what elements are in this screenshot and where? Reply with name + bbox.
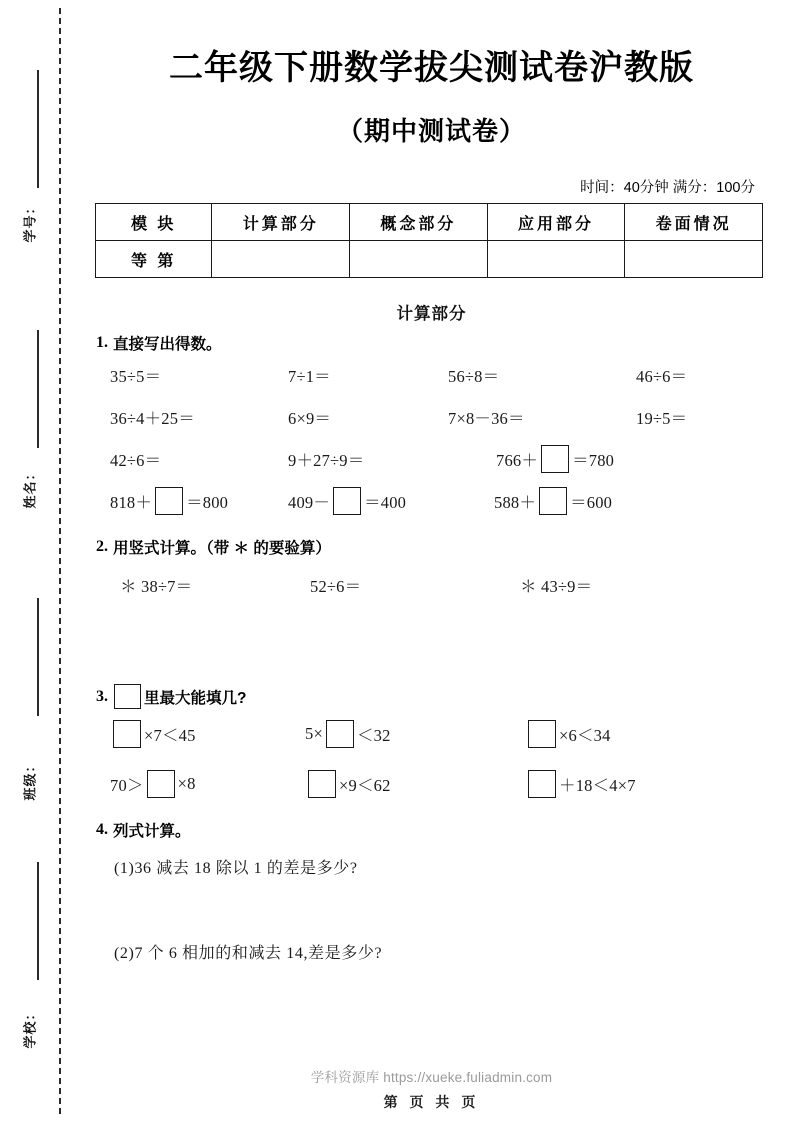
expression[interactable]: 52÷6＝ <box>310 577 362 596</box>
dashed-fold-line <box>59 8 61 1114</box>
expression-with-blank[interactable] <box>494 487 612 515</box>
inequality-with-blank[interactable] <box>305 720 525 748</box>
operand-left: 818＋ <box>110 493 153 512</box>
inequality-with-blank[interactable] <box>525 720 611 748</box>
operand-left: 588＋ <box>494 493 537 512</box>
problem-3-row-1 <box>96 709 763 759</box>
problem-2 <box>70 522 793 666</box>
problem-3-number: 3. <box>96 687 108 705</box>
section-heading-calculation: 计算部分 <box>396 305 467 323</box>
problem-1-heading <box>96 332 763 354</box>
expression[interactable]: 9＋27÷9＝ <box>288 451 365 470</box>
page-title: 二年级下册数学拔尖测试卷沪教版 <box>169 49 694 87</box>
operand-right: ×9＜62 <box>339 776 391 795</box>
expression[interactable]: 56÷8＝ <box>448 367 500 386</box>
operand-right: ×6＜34 <box>559 726 611 745</box>
score-cell-calculation[interactable] <box>212 241 350 278</box>
score-table-header-presentation: 卷面情况 <box>625 204 763 241</box>
operand-right: ＝800 <box>186 493 229 512</box>
score-table-header-application: 应用部分 <box>487 204 625 241</box>
problem-3-row-2 <box>96 759 763 809</box>
table-row <box>96 241 763 278</box>
exam-page <box>70 0 793 1122</box>
problem-2-title: 用竖式计算。（带 ＊ 的要验算） <box>113 540 331 557</box>
expression-with-blank[interactable] <box>496 445 614 473</box>
problem-1 <box>70 332 793 522</box>
expression[interactable]: 42÷6＝ <box>110 451 162 470</box>
answer-blank-box[interactable] <box>528 720 556 748</box>
inequality-with-blank[interactable] <box>525 770 636 798</box>
operand-left: 70＞ <box>110 776 144 795</box>
score-table-wrapper <box>70 203 793 278</box>
problem-4-number: 4. <box>96 821 108 838</box>
inequality-with-blank[interactable] <box>96 720 305 748</box>
operand-right: ＜32 <box>356 726 391 745</box>
margin-label-name: 姓名： <box>22 466 38 509</box>
score-cell-presentation[interactable] <box>625 241 763 278</box>
score-table-header-module: 模 块 <box>96 204 212 241</box>
problem-3-heading <box>96 684 763 709</box>
expression[interactable]: 46÷6＝ <box>636 367 688 386</box>
footer-page-label: 第 页 共 页 <box>383 1094 480 1110</box>
operand-left: 766＋ <box>496 451 539 470</box>
problem-2-heading <box>96 536 763 558</box>
operand-right: ×7＜45 <box>144 726 196 745</box>
operand-left: 409－ <box>288 493 331 512</box>
answer-blank-box[interactable] <box>113 720 141 748</box>
score-table-header-concept: 概念部分 <box>350 204 488 241</box>
answer-blank-box[interactable] <box>114 684 141 709</box>
problem-2-number: 2. <box>96 538 108 555</box>
problem-1-row-1 <box>96 354 763 396</box>
inequality-with-blank[interactable] <box>305 770 525 798</box>
expression-with-blank[interactable] <box>96 487 288 515</box>
answer-blank-box[interactable] <box>333 487 361 515</box>
margin-label-school: 学校： <box>22 1006 38 1049</box>
page-subtitle: （期中测试卷） <box>336 116 526 146</box>
work-space-problem-4-q2[interactable] <box>96 963 763 1025</box>
work-space-problem-4-q1[interactable] <box>96 878 763 940</box>
write-rule-school <box>37 862 39 980</box>
operand-right: ＋18＜4×7 <box>559 776 636 795</box>
expression[interactable]: 36÷4＋25＝ <box>110 409 195 428</box>
operand-right: ＝400 <box>364 493 407 512</box>
expression[interactable]: ＊ 43÷9＝ <box>520 577 593 596</box>
footer-watermark: 学科资源库 https://xueke.fuliadmin.com <box>310 1070 553 1085</box>
problem-3-title: 里最大能填几? <box>144 689 247 707</box>
problem-2-row-1 <box>96 558 763 604</box>
operand-right: ＝600 <box>570 493 613 512</box>
spacer <box>96 841 763 855</box>
table-row <box>96 204 763 241</box>
operand-left: 5× <box>305 724 323 743</box>
expression[interactable]: 7×8－36＝ <box>448 409 525 428</box>
problem-1-title: 直接写出得数。 <box>113 336 222 353</box>
margin-label-class: 班级： <box>22 758 38 801</box>
binding-margin-strip <box>0 0 70 1122</box>
write-rule-class <box>37 598 39 716</box>
problem-4 <box>70 809 793 1025</box>
problem-3 <box>70 666 793 809</box>
problem-4-title: 列式计算。 <box>113 823 191 840</box>
inequality-with-blank[interactable] <box>96 770 305 798</box>
operand-right: ＝780 <box>572 451 615 470</box>
answer-blank-box[interactable] <box>308 770 336 798</box>
expression[interactable]: 35÷5＝ <box>110 367 162 386</box>
answer-blank-box[interactable] <box>541 445 569 473</box>
write-rule-name <box>37 330 39 448</box>
operand-right: ×8 <box>177 774 196 793</box>
problem-4-question-1[interactable]: (1)36 减去 18 除以 1 的差是多少? <box>114 860 358 877</box>
answer-blank-box[interactable] <box>155 487 183 515</box>
problem-4-question-2[interactable]: (2)7 个 6 相加的和减去 14,差是多少? <box>114 945 383 962</box>
problem-4-heading <box>96 819 763 841</box>
answer-blank-box[interactable] <box>326 720 354 748</box>
problem-1-row-4 <box>96 480 763 522</box>
expression[interactable]: 19÷5＝ <box>636 409 688 428</box>
exam-meta-info: 时间：40分钟 满分：100分 <box>580 180 755 196</box>
score-table-header-calculation: 计算部分 <box>212 204 350 241</box>
expression[interactable]: ＊ 38÷7＝ <box>120 577 193 596</box>
expression-with-blank[interactable] <box>288 487 494 515</box>
margin-label-student-id: 学号： <box>22 200 38 243</box>
expression[interactable]: 7÷1＝ <box>288 367 331 386</box>
score-table-row-grade-label: 等 第 <box>96 241 212 278</box>
answer-blank-box[interactable] <box>147 770 175 798</box>
score-cell-application[interactable] <box>487 241 625 278</box>
score-cell-concept[interactable] <box>350 241 488 278</box>
problem-1-row-3 <box>96 438 763 480</box>
problem-1-number: 1. <box>96 334 108 351</box>
work-space-problem-2[interactable] <box>96 604 763 666</box>
write-rule-student-id <box>37 70 39 188</box>
answer-blank-box[interactable] <box>528 770 556 798</box>
answer-blank-box[interactable] <box>539 487 567 515</box>
expression[interactable]: 6×9＝ <box>288 409 332 428</box>
score-table <box>95 203 763 278</box>
problem-1-row-2 <box>96 396 763 438</box>
